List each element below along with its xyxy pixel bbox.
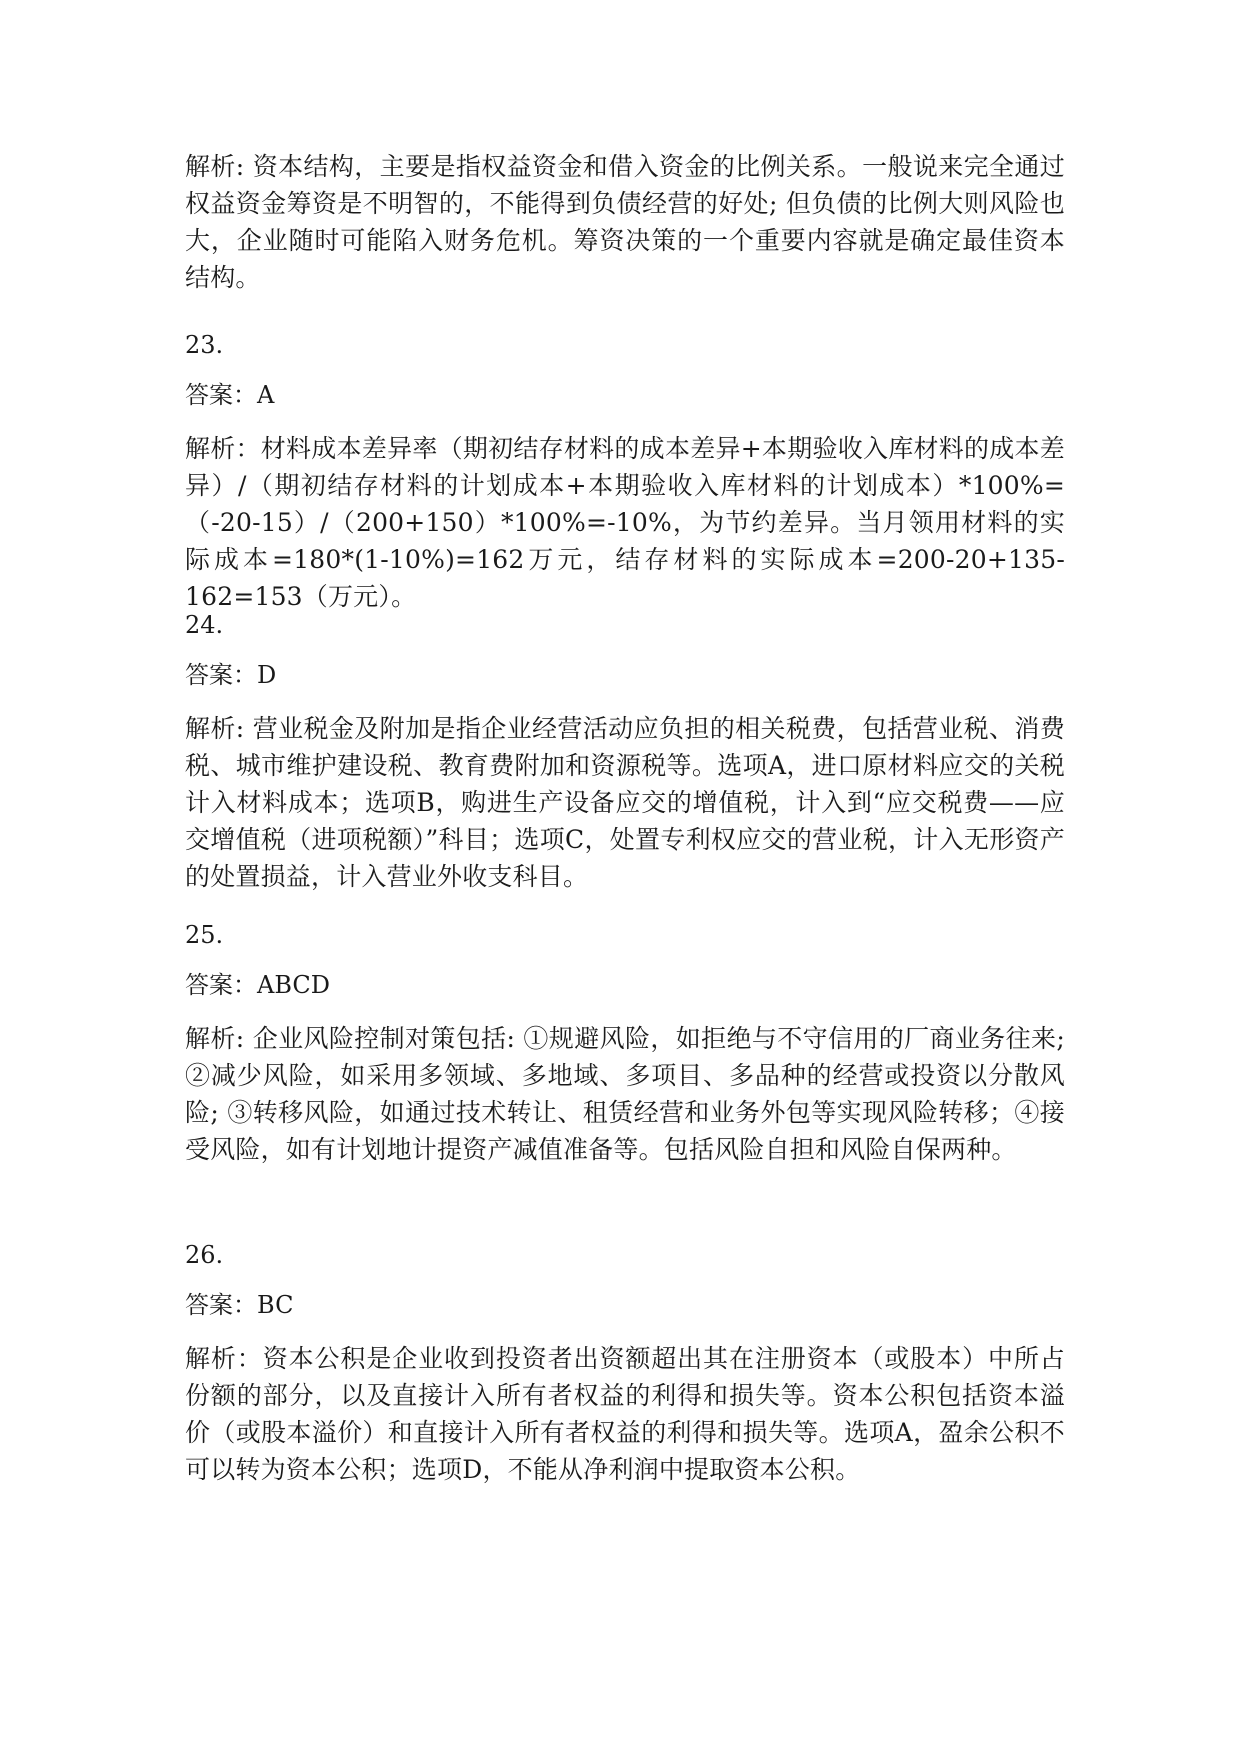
question-number: 23. — [185, 331, 224, 359]
answer-label: 答案：BC — [185, 1291, 294, 1319]
answer-label: 答案：ABCD — [185, 971, 331, 999]
answer-label: 答案：D — [185, 661, 277, 689]
question-number: 25. — [185, 921, 224, 949]
explanation-text: 解析：资本公积是企业收到投资者出资额超出其在注册资本（或股本）中所占份额的部分，以及直接计入所有者权益的利得和损失等。资本公积包括资本溢价（或股本溢价）和直接计入所有者权益的利得和损失等。选项A，盈余公积不可以转为资本公积；选项D，不能从净利润中提取资本公积。 — [185, 1344, 1065, 1484]
explanation-text: 解析: 资本结构，主要是指权益资金和借入资金的比例关系。一般说来完全通过权益资金筹资是不明智的，不能得到负债经营的好处; 但负债的比例大则风险也大，企业随时可能陷入财务危机。筹资决策的一个重要内容就是确定最佳资本结构。 — [185, 152, 1065, 292]
answer-label: 答案：A — [185, 381, 275, 409]
question-number: 24. — [185, 611, 224, 639]
explanation-text: 解析: 企业风险控制对策包括: ①规避风险，如拒绝与不守信用的厂商业务往来; ②减少风险，如采用多领域、多地域、多项目、多品种的经营或投资以分散风险; ③转移风险，如通过技术转让、租赁经营和业务外包等实现风险转移；④接受风险，如有计划地计提资产减值准备等。包括风险自担和风险自保两种。 — [185, 1024, 1065, 1164]
explanation-text: 解析: 营业税金及附加是指企业经营活动应负担的相关税费，包括营业税、消费税、城市维护建设税、教育费附加和资源税等。选项A，进口原材料应交的关税计入材料成本；选项B，购进生产设备应交的增值税，计入到“应交税费——应交增值税（进项税额）”科目；选项C，处置专利权应交的营业税，计入无形资产的处置损益，计入营业外收支科目。 — [185, 714, 1065, 891]
question-number: 26. — [185, 1241, 224, 1269]
explanation-text: 解析：材料成本差异率（期初结存材料的成本差异+本期验收入库材料的成本差异）/（期初结存材料的计划成本+本期验收入库材料的计划成本）*100%=（-20-15）/（200+150）*100%=-10%，为节约差异。当月领用材料的实际成本=180*(1-10%)=162万元，结存材料的实际成本=200-20+135-162=153（万元）。 — [185, 434, 1065, 611]
